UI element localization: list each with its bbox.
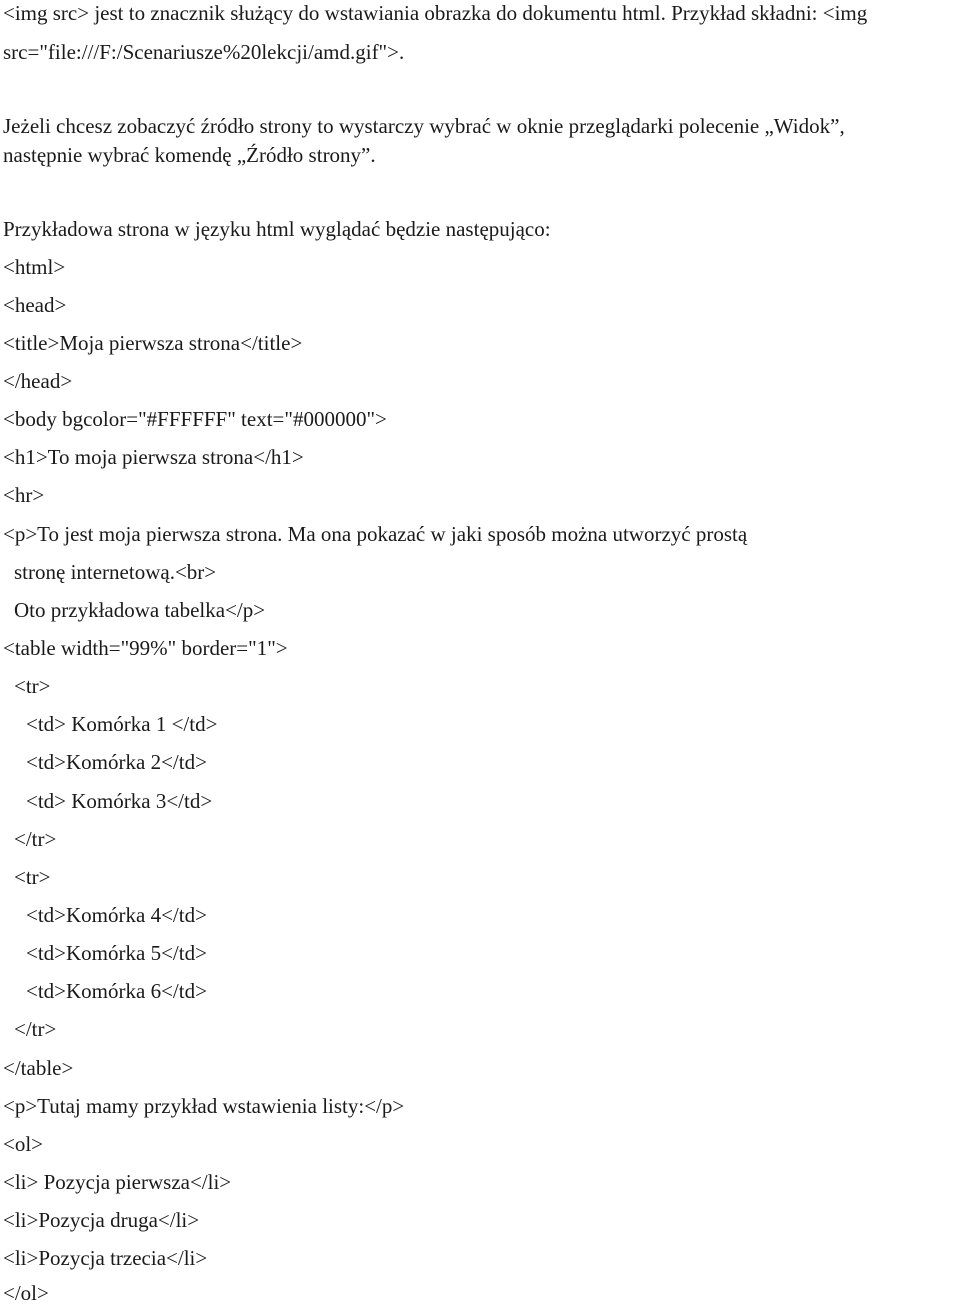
intro-paragraph-line: <img src> jest to znacznik służący do wstawiania obrazka do dokumentu html. Przykład składni: <img [3, 1, 868, 25]
code-line: Oto przykładowa tabelka</p> [14, 598, 266, 622]
intro-paragraph-line: src="file:///F:/Scenariusze%20lekcji/amd.gif">. [3, 40, 405, 64]
code-line: <ol> [3, 1132, 44, 1156]
code-line: stronę internetową.<br> [14, 560, 217, 584]
code-line: <li> Pozycja pierwsza</li> [3, 1170, 232, 1194]
code-line: </table> [3, 1056, 74, 1080]
code-line: <hr> [3, 483, 45, 507]
code-line: <td>Komórka 6</td> [26, 979, 207, 1003]
code-line: <li>Pozycja druga</li> [3, 1208, 200, 1232]
code-line: </tr> [14, 1017, 57, 1041]
code-line: <body bgcolor="#FFFFFF" text="#000000"> [3, 407, 387, 431]
code-line: <p>To jest moja pierwsza strona. Ma ona pokazać w jaki sposób można utworzyć prostą [3, 522, 748, 546]
source-paragraph-line: następnie wybrać komendę „Źródło strony”. [3, 143, 376, 167]
code-line: <tr> [14, 865, 51, 889]
code-line: <td>Komórka 4</td> [26, 903, 207, 927]
code-line: </tr> [14, 827, 57, 851]
code-line: <head> [3, 293, 67, 317]
code-line: <td> Komórka 1 </td> [26, 712, 218, 736]
code-line: <h1>To moja pierwsza strona</h1> [3, 445, 304, 469]
code-line: <tr> [14, 674, 51, 698]
code-line: </head> [3, 369, 73, 393]
source-paragraph-line: Jeżeli chcesz zobaczyć źródło strony to wystarczy wybrać w oknie przeglądarki polecenie „Widok”, [3, 114, 845, 138]
code-line: <td>Komórka 5</td> [26, 941, 207, 965]
code-line: <td> Komórka 3</td> [26, 789, 213, 813]
code-line: <table width="99%" border="1"> [3, 636, 288, 660]
code-line: <p>Tutaj mamy przykład wstawienia listy:</p> [3, 1094, 405, 1118]
example-heading: Przykładowa strona w języku html wyglądać będzie następująco: [3, 217, 551, 241]
code-line: <li>Pozycja trzecia</li> [3, 1246, 208, 1270]
code-line: </ol> [3, 1281, 49, 1305]
code-line: <td>Komórka 2</td> [26, 750, 207, 774]
code-line: <html> [3, 255, 66, 279]
code-line: <title>Moja pierwsza strona</title> [3, 331, 303, 355]
